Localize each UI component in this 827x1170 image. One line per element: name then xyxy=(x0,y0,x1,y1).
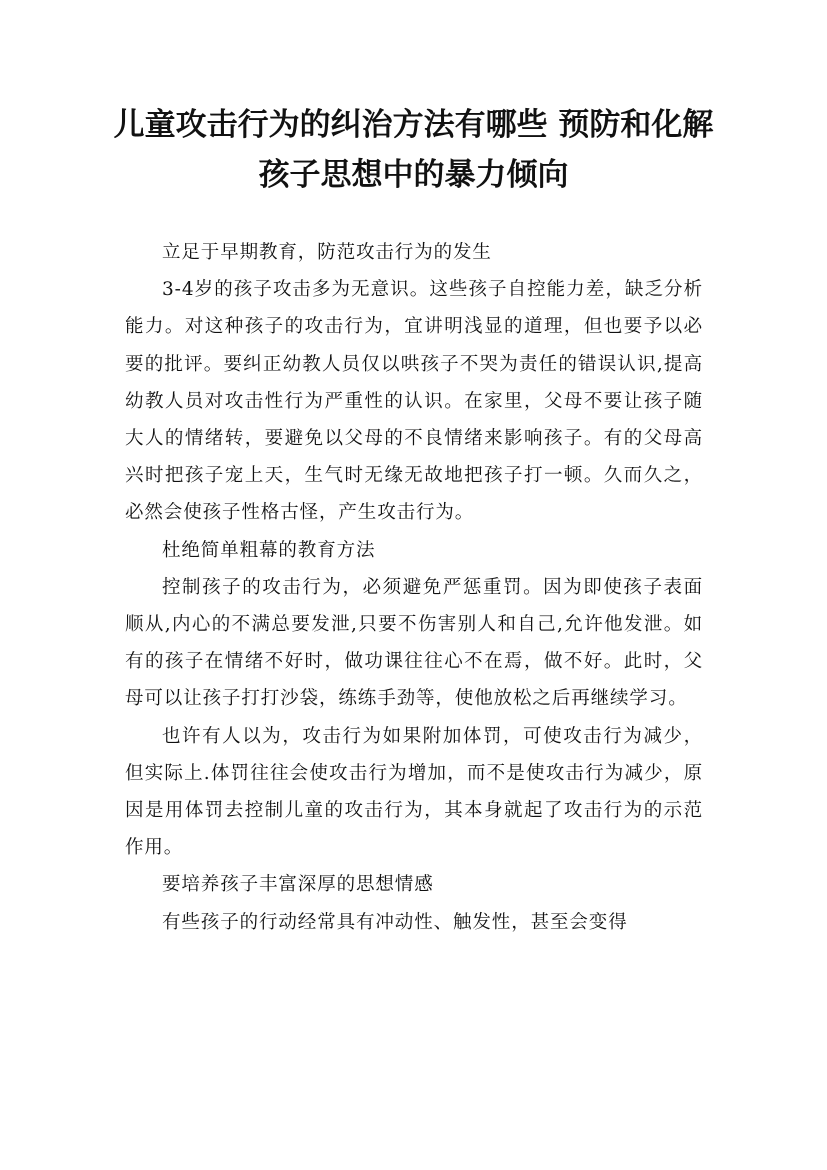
section-heading-cultivate-emotions: 要培养孩子丰富深厚的思想情感 xyxy=(162,874,434,896)
paragraph-early-education: 3-4岁的孩子攻击多为无意识。这些孩子自控能力差，缺乏分析能力。对这种孩子的攻击行为，宜讲明浅显的道理，但也要予以必要的批评。要纠正幼教人员仅以哄孩子不哭为责任的错误认识,提高幼教人员对攻击性行为严重性的认识。在家里，父母不要让孩子随大人的情绪转，要避免以父母的不良情绪来影响孩子。有的父母高兴时把孩子宠上天，生气时无缘无故地把孩子打一顿。久而久之，必然会使孩子性格古怪，产生攻击行为。 xyxy=(125,279,703,524)
paragraph-corporal-punishment: 也许有人以为，攻击行为如果附加体罚，可使攻击行为减少，但实际上.体罚往往会使攻击行为增加，而不是使攻击行为减少，原因是用体罚去控制儿童的攻击行为，其本身就起了攻击行为的示范作用。 xyxy=(125,725,703,859)
section-heading-early-education: 立足于早期教育，防范攻击行为的发生 xyxy=(162,242,492,263)
paragraph-impulsive-behavior: 有些孩子的行动经常具有冲动性、触发性，甚至会变得 xyxy=(162,911,628,933)
document-body xyxy=(125,234,703,941)
paragraph-avoid-punishment: 控制孩子的攻击行为，必须避免严惩重罚。因为即使孩子表面顺从,内心的不满总要发泄,只要不伤害别人和自己,允许他发泄。如有的孩子在情绪不好时，做功课往往心不在焉，做不好。此时，父母可以让孩子打打沙袋，练练手劲等，使他放松之后再继续学习。 xyxy=(125,576,703,710)
document-title: 儿童攻击行为的纠治方法有哪些 预防和化解孩子思想中的暴力倾向 xyxy=(113,107,714,193)
section-heading-avoid-rough-methods: 杜绝简单粗幕的教育方法 xyxy=(162,539,376,561)
